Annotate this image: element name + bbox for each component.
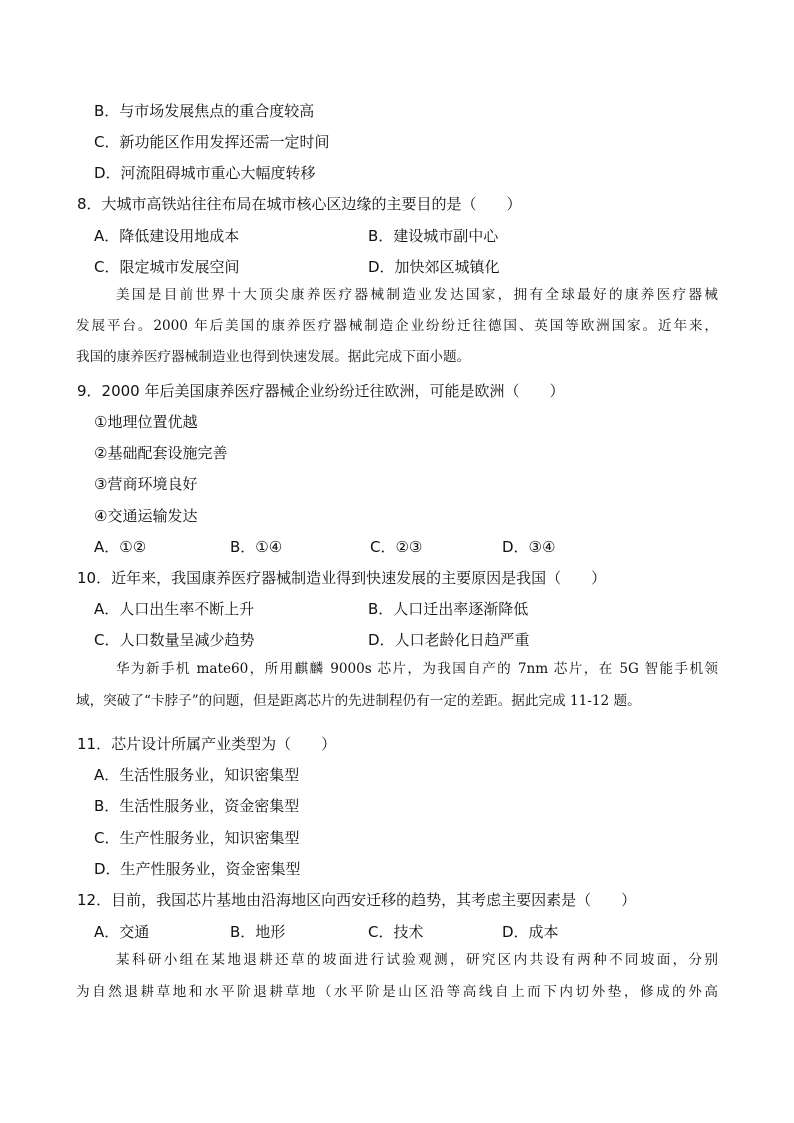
q7-option-c: C．新功能区作用发挥还需一定时间 bbox=[94, 133, 330, 151]
q9-item: ③营商环境良好 bbox=[94, 475, 198, 493]
q9-option-b: B．①④ bbox=[230, 538, 283, 556]
q8-option-b: B．建设城市副中心 bbox=[368, 227, 499, 245]
passage1-line: 美国是目前世界十大顶尖康养医疗器械制造业发达国家，拥有全球最好的康养医疗器械 bbox=[116, 287, 718, 303]
q11-option-b: B．生活性服务业，资金密集型 bbox=[94, 797, 300, 815]
q9-option-a: A．①② bbox=[94, 538, 147, 556]
q9-item: ④交通运输发达 bbox=[94, 507, 198, 525]
q9-item: ②基础配套设施完善 bbox=[94, 444, 228, 462]
q9-item: ①地理位置优越 bbox=[94, 413, 198, 431]
q8-option-c: C．限定城市发展空间 bbox=[94, 258, 240, 276]
passage2-line: 域，突破了“卡脖子”的问题，但是距离芯片的先进制程仍有一定的差距。据此完成 11-12 题。 bbox=[76, 693, 641, 709]
q9-stem: 9．2000 年后美国康养医疗器械企业纷纷迁往欧洲，可能是欧洲（ ） bbox=[77, 382, 565, 400]
q7-option-b: B．与市场发展焦点的重合度较高 bbox=[94, 102, 315, 120]
q11-stem: 11．芯片设计所属产业类型为（ ） bbox=[77, 735, 337, 753]
q7-option-d: D．河流阻碍城市重心大幅度转移 bbox=[94, 164, 316, 182]
passage2-line: 华为新手机 mate60，所用麒麟 9000s 芯片，为我国自产的 7nm 芯片，在 5G 智能手机领 bbox=[116, 661, 718, 677]
passage1-line: 发展平台。2000 年后美国的康养医疗器械制造企业纷纷迁往德国、英国等欧洲国家。近年来， bbox=[76, 318, 718, 334]
q8-option-a: A．降低建设用地成本 bbox=[94, 227, 240, 245]
q12-option-c: C．技术 bbox=[368, 923, 424, 941]
q10-option-a: A．人口出生率不断上升 bbox=[94, 600, 255, 618]
q10-option-d: D．人口老龄化日趋严重 bbox=[368, 631, 530, 649]
q11-option-d: D．生产性服务业，资金密集型 bbox=[94, 860, 301, 878]
q9-option-d: D．③④ bbox=[502, 538, 556, 556]
q10-option-b: B．人口迁出率逐渐降低 bbox=[368, 600, 529, 618]
q10-option-c: C．人口数量呈减少趋势 bbox=[94, 631, 255, 649]
q10-stem: 10．近年来，我国康养医疗器械制造业得到快速发展的主要原因是我国（ ） bbox=[77, 569, 607, 587]
q12-option-b: B．地形 bbox=[230, 923, 286, 941]
passage1-line: 我国的康养医疗器械制造业也得到快速发展。据此完成下面小题。 bbox=[76, 349, 471, 365]
q8-stem: 8．大城市高铁站往往布局在城市核心区边缘的主要目的是（ ） bbox=[77, 195, 522, 213]
q12-stem: 12．目前，我国芯片基地由沿海地区向西安迁移的趋势，其考虑主要因素是（ ） bbox=[77, 891, 637, 909]
passage3-line: 某科研小组在某地退耕还草的坡面进行试验观测，研究区内共设有两种不同坡面，分别 bbox=[116, 952, 718, 968]
q9-option-c: C．②③ bbox=[370, 538, 423, 556]
q8-option-d: D．加快郊区城镇化 bbox=[368, 258, 500, 276]
q11-option-a: A．生活性服务业，知识密集型 bbox=[94, 766, 300, 784]
q12-option-a: A．交通 bbox=[94, 923, 150, 941]
q12-option-d: D．成本 bbox=[502, 923, 559, 941]
q11-option-c: C．生产性服务业，知识密集型 bbox=[94, 829, 300, 847]
passage3-line: 为自然退耕草地和水平阶退耕草地（水平阶是山区沿等高线自上而下内切外垫，修成的外高 bbox=[76, 984, 718, 1000]
